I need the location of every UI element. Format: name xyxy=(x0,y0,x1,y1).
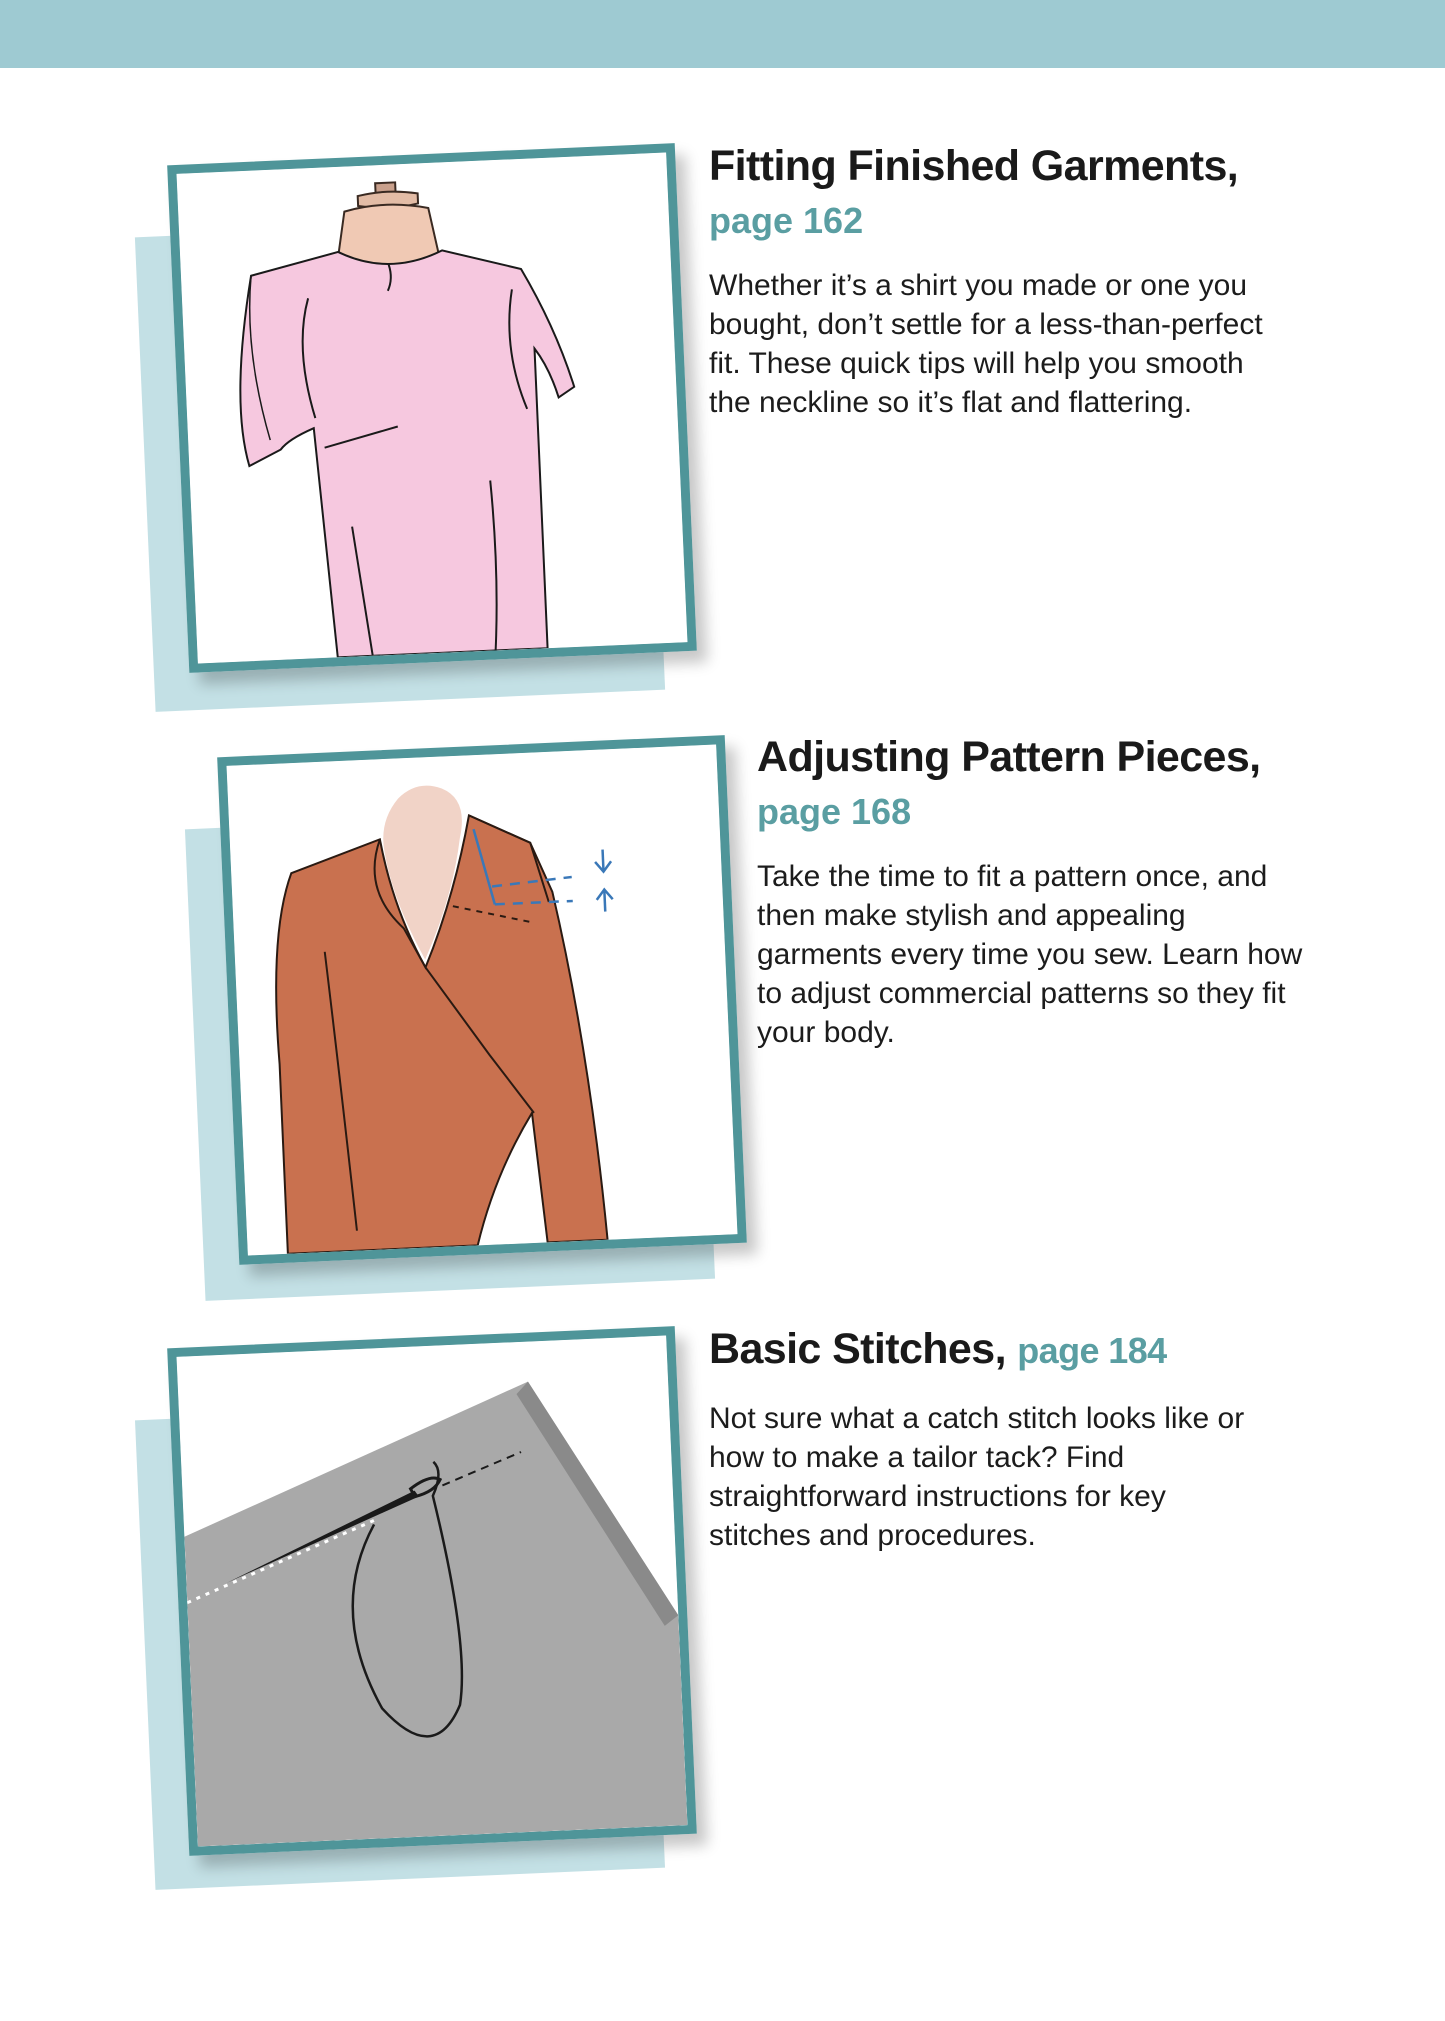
section-description: Take the time to fit a pattern once, and then make stylish and appealing garments every time you sew. Learn how to adjust commercial patterns so they fit your body. xyxy=(757,860,1303,1049)
page-reference: page 184 xyxy=(1017,1330,1167,1371)
section-description: Whether it’s a shirt you made or one you bought, don’t settle for a less-than-perfect fit. These quick tips will help you smooth the neckline so it’s flat and flattering. xyxy=(709,269,1263,419)
section-title xyxy=(709,1323,1349,1377)
page-reference: page 162 xyxy=(709,200,864,241)
section-title: Fitting Finished Garments, xyxy=(709,142,1239,190)
page-reference: page 168 xyxy=(757,791,912,832)
section-3-text xyxy=(709,1323,1349,1555)
frame-border xyxy=(167,1326,697,1856)
section-description: Not sure what a catch stitch looks like or how to make a tailor tack? Find straightforward instructions for key stitches and procedures. xyxy=(709,1402,1245,1552)
section-title: Adjusting Pattern Pieces, xyxy=(757,733,1261,781)
section-title-text: Basic Stitches, xyxy=(709,1325,1006,1373)
frame-border xyxy=(217,735,747,1265)
frame-border xyxy=(167,143,697,673)
top-color-band xyxy=(0,0,1445,68)
rust-jacket-illustration xyxy=(227,745,738,1256)
needle-and-thread-illustration xyxy=(177,1336,688,1847)
pink-shirt-illustration xyxy=(177,153,688,664)
section-1-text xyxy=(709,140,1349,422)
section-2-text xyxy=(757,731,1397,1052)
